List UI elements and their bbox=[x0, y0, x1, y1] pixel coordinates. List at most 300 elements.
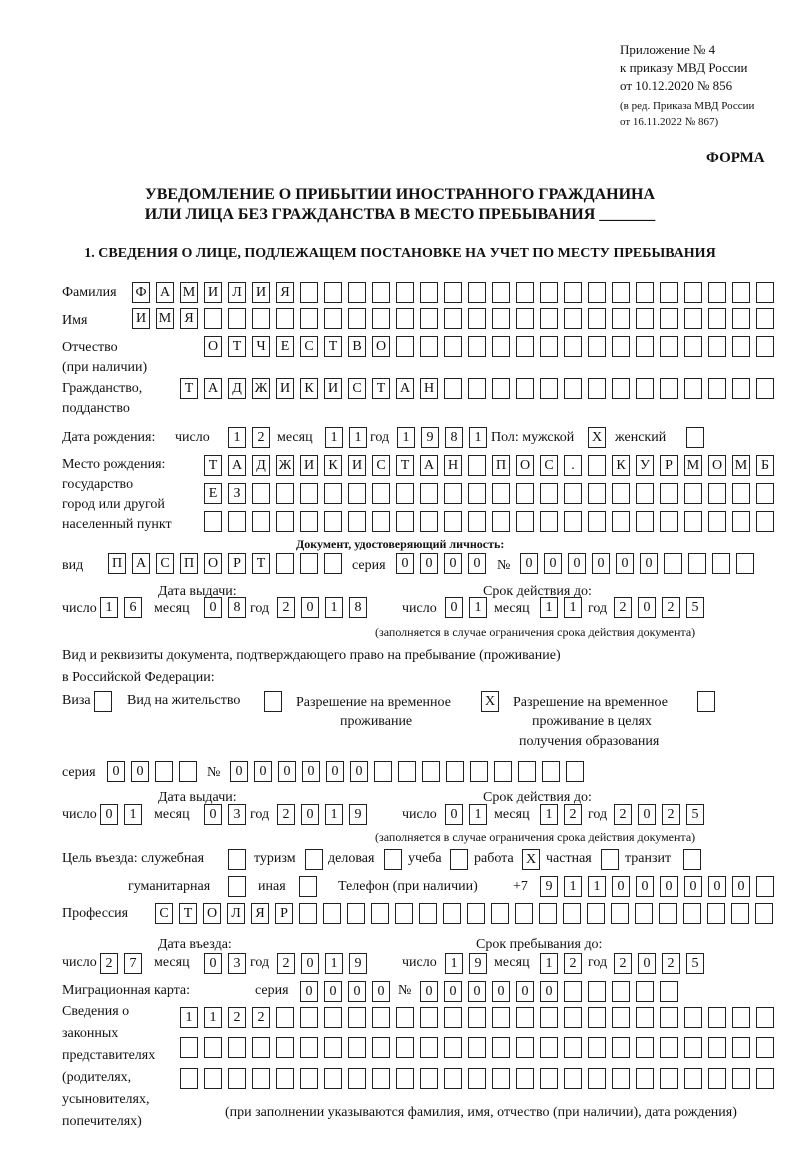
char-cell[interactable] bbox=[612, 336, 630, 357]
char-cell[interactable] bbox=[300, 308, 318, 329]
char-cell[interactable]: И bbox=[204, 282, 222, 303]
checkbox[interactable] bbox=[94, 691, 112, 712]
char-cell[interactable]: О bbox=[204, 553, 222, 574]
char-cell[interactable]: 2 bbox=[564, 804, 582, 825]
char-cell[interactable] bbox=[396, 1068, 414, 1089]
char-cell[interactable]: 0 bbox=[732, 876, 750, 897]
char-cell[interactable]: М bbox=[156, 308, 174, 329]
char-cell[interactable]: Л bbox=[227, 903, 245, 924]
char-cell[interactable] bbox=[468, 483, 486, 504]
char-cell[interactable]: А bbox=[132, 553, 150, 574]
char-cell[interactable]: 9 bbox=[349, 804, 367, 825]
char-cell[interactable] bbox=[299, 903, 317, 924]
char-cell[interactable] bbox=[468, 511, 486, 532]
char-cell[interactable] bbox=[518, 761, 536, 782]
char-cell[interactable]: 1 bbox=[469, 427, 487, 448]
char-cell[interactable]: 0 bbox=[708, 876, 726, 897]
char-cell[interactable]: П bbox=[492, 455, 510, 476]
char-cell[interactable] bbox=[588, 308, 606, 329]
char-cell[interactable] bbox=[684, 483, 702, 504]
char-cell[interactable] bbox=[540, 511, 558, 532]
char-cell[interactable]: 0 bbox=[468, 981, 486, 1002]
char-cell[interactable] bbox=[347, 903, 365, 924]
char-cell[interactable] bbox=[564, 1007, 582, 1028]
char-cell[interactable]: С bbox=[156, 553, 174, 574]
char-cell[interactable] bbox=[756, 1068, 774, 1089]
char-cell[interactable]: 0 bbox=[492, 981, 510, 1002]
char-cell[interactable]: 0 bbox=[684, 876, 702, 897]
char-cell[interactable] bbox=[566, 761, 584, 782]
char-cell[interactable] bbox=[708, 1007, 726, 1028]
char-cell[interactable] bbox=[708, 308, 726, 329]
char-cell[interactable] bbox=[756, 1037, 774, 1058]
char-cell[interactable] bbox=[468, 1068, 486, 1089]
checkbox[interactable] bbox=[384, 849, 402, 870]
char-cell[interactable]: 1 bbox=[180, 1007, 198, 1028]
char-cell[interactable] bbox=[540, 336, 558, 357]
char-cell[interactable]: 0 bbox=[420, 981, 438, 1002]
char-cell[interactable]: 9 bbox=[349, 953, 367, 974]
char-cell[interactable] bbox=[564, 1037, 582, 1058]
char-cell[interactable]: 0 bbox=[372, 981, 390, 1002]
char-cell[interactable]: 0 bbox=[638, 804, 656, 825]
char-cell[interactable] bbox=[636, 308, 654, 329]
char-cell[interactable] bbox=[300, 511, 318, 532]
checkbox[interactable] bbox=[305, 849, 323, 870]
char-cell[interactable] bbox=[491, 903, 509, 924]
char-cell[interactable]: 1 bbox=[204, 1007, 222, 1028]
char-cell[interactable] bbox=[612, 282, 630, 303]
char-cell[interactable]: Д bbox=[252, 455, 270, 476]
char-cell[interactable]: 1 bbox=[349, 427, 367, 448]
char-cell[interactable]: И bbox=[348, 455, 366, 476]
checkbox[interactable] bbox=[686, 427, 704, 448]
char-cell[interactable] bbox=[252, 483, 270, 504]
char-cell[interactable] bbox=[564, 336, 582, 357]
char-cell[interactable] bbox=[422, 761, 440, 782]
char-cell[interactable] bbox=[444, 1068, 462, 1089]
char-cell[interactable]: Т bbox=[204, 455, 222, 476]
char-cell[interactable] bbox=[732, 308, 750, 329]
char-cell[interactable]: Р bbox=[660, 455, 678, 476]
char-cell[interactable] bbox=[588, 1007, 606, 1028]
char-cell[interactable]: 1 bbox=[540, 804, 558, 825]
char-cell[interactable] bbox=[396, 483, 414, 504]
char-cell[interactable]: 2 bbox=[662, 597, 680, 618]
char-cell[interactable]: 0 bbox=[544, 553, 562, 574]
char-cell[interactable] bbox=[372, 483, 390, 504]
char-cell[interactable]: 0 bbox=[420, 553, 438, 574]
char-cell[interactable] bbox=[443, 903, 461, 924]
char-cell[interactable] bbox=[204, 1068, 222, 1089]
char-cell[interactable] bbox=[588, 1037, 606, 1058]
char-cell[interactable] bbox=[708, 483, 726, 504]
char-cell[interactable] bbox=[300, 1007, 318, 1028]
char-cell[interactable]: 8 bbox=[228, 597, 246, 618]
char-cell[interactable] bbox=[492, 1037, 510, 1058]
char-cell[interactable] bbox=[396, 1007, 414, 1028]
char-cell[interactable] bbox=[420, 1037, 438, 1058]
char-cell[interactable] bbox=[756, 378, 774, 399]
char-cell[interactable]: Д bbox=[228, 378, 246, 399]
char-cell[interactable]: 1 bbox=[325, 953, 343, 974]
char-cell[interactable]: В bbox=[348, 336, 366, 357]
char-cell[interactable] bbox=[660, 378, 678, 399]
char-cell[interactable] bbox=[660, 1037, 678, 1058]
checkbox[interactable] bbox=[697, 691, 715, 712]
char-cell[interactable]: 0 bbox=[592, 553, 610, 574]
char-cell[interactable]: 0 bbox=[636, 876, 654, 897]
char-cell[interactable]: 2 bbox=[277, 953, 295, 974]
char-cell[interactable]: 0 bbox=[100, 804, 118, 825]
char-cell[interactable]: 0 bbox=[204, 953, 222, 974]
char-cell[interactable] bbox=[276, 483, 294, 504]
char-cell[interactable]: Е bbox=[276, 336, 294, 357]
char-cell[interactable] bbox=[300, 282, 318, 303]
char-cell[interactable] bbox=[420, 1068, 438, 1089]
char-cell[interactable]: 0 bbox=[302, 761, 320, 782]
char-cell[interactable]: Я bbox=[276, 282, 294, 303]
char-cell[interactable] bbox=[540, 1007, 558, 1028]
char-cell[interactable] bbox=[396, 282, 414, 303]
char-cell[interactable]: 8 bbox=[349, 597, 367, 618]
char-cell[interactable] bbox=[374, 761, 392, 782]
char-cell[interactable] bbox=[564, 511, 582, 532]
char-cell[interactable] bbox=[588, 455, 606, 476]
char-cell[interactable] bbox=[252, 1037, 270, 1058]
char-cell[interactable] bbox=[736, 553, 754, 574]
char-cell[interactable]: 9 bbox=[469, 953, 487, 974]
char-cell[interactable] bbox=[372, 1068, 390, 1089]
char-cell[interactable] bbox=[588, 1068, 606, 1089]
char-cell[interactable] bbox=[468, 1037, 486, 1058]
char-cell[interactable] bbox=[564, 1068, 582, 1089]
char-cell[interactable] bbox=[755, 903, 773, 924]
char-cell[interactable] bbox=[372, 511, 390, 532]
char-cell[interactable]: 0 bbox=[612, 876, 630, 897]
char-cell[interactable]: К bbox=[300, 378, 318, 399]
char-cell[interactable] bbox=[660, 483, 678, 504]
char-cell[interactable] bbox=[348, 1037, 366, 1058]
char-cell[interactable] bbox=[684, 1068, 702, 1089]
char-cell[interactable] bbox=[348, 483, 366, 504]
char-cell[interactable] bbox=[660, 336, 678, 357]
char-cell[interactable]: 1 bbox=[325, 804, 343, 825]
char-cell[interactable] bbox=[539, 903, 557, 924]
char-cell[interactable]: 9 bbox=[421, 427, 439, 448]
char-cell[interactable] bbox=[587, 903, 605, 924]
char-cell[interactable] bbox=[468, 336, 486, 357]
char-cell[interactable]: 0 bbox=[660, 876, 678, 897]
char-cell[interactable]: 0 bbox=[516, 981, 534, 1002]
char-cell[interactable]: О bbox=[203, 903, 221, 924]
char-cell[interactable] bbox=[204, 1037, 222, 1058]
char-cell[interactable] bbox=[612, 1068, 630, 1089]
char-cell[interactable]: П bbox=[180, 553, 198, 574]
char-cell[interactable] bbox=[731, 903, 749, 924]
char-cell[interactable] bbox=[684, 1037, 702, 1058]
char-cell[interactable] bbox=[324, 1037, 342, 1058]
char-cell[interactable]: 1 bbox=[397, 427, 415, 448]
char-cell[interactable]: 1 bbox=[540, 597, 558, 618]
char-cell[interactable]: Л bbox=[228, 282, 246, 303]
char-cell[interactable] bbox=[516, 511, 534, 532]
char-cell[interactable]: 2 bbox=[277, 597, 295, 618]
char-cell[interactable]: Т bbox=[324, 336, 342, 357]
char-cell[interactable] bbox=[348, 511, 366, 532]
char-cell[interactable] bbox=[756, 876, 774, 897]
char-cell[interactable]: Е bbox=[204, 483, 222, 504]
char-cell[interactable] bbox=[492, 308, 510, 329]
char-cell[interactable] bbox=[660, 308, 678, 329]
char-cell[interactable] bbox=[636, 378, 654, 399]
char-cell[interactable] bbox=[660, 981, 678, 1002]
char-cell[interactable] bbox=[420, 1007, 438, 1028]
char-cell[interactable] bbox=[540, 483, 558, 504]
char-cell[interactable] bbox=[324, 282, 342, 303]
char-cell[interactable] bbox=[563, 903, 581, 924]
checkbox[interactable] bbox=[299, 876, 317, 897]
char-cell[interactable] bbox=[420, 511, 438, 532]
char-cell[interactable]: 3 bbox=[228, 804, 246, 825]
char-cell[interactable] bbox=[540, 308, 558, 329]
char-cell[interactable] bbox=[660, 1068, 678, 1089]
char-cell[interactable] bbox=[179, 761, 197, 782]
char-cell[interactable] bbox=[516, 1007, 534, 1028]
char-cell[interactable]: И bbox=[252, 282, 270, 303]
char-cell[interactable]: 1 bbox=[588, 876, 606, 897]
char-cell[interactable]: М bbox=[732, 455, 750, 476]
char-cell[interactable]: З bbox=[228, 483, 246, 504]
char-cell[interactable]: 2 bbox=[564, 953, 582, 974]
char-cell[interactable] bbox=[732, 1068, 750, 1089]
char-cell[interactable]: 0 bbox=[131, 761, 149, 782]
char-cell[interactable] bbox=[612, 483, 630, 504]
char-cell[interactable]: Т bbox=[252, 553, 270, 574]
char-cell[interactable] bbox=[588, 282, 606, 303]
char-cell[interactable] bbox=[444, 282, 462, 303]
char-cell[interactable] bbox=[468, 282, 486, 303]
char-cell[interactable]: С bbox=[348, 378, 366, 399]
char-cell[interactable] bbox=[712, 553, 730, 574]
char-cell[interactable] bbox=[540, 282, 558, 303]
char-cell[interactable]: Ч bbox=[252, 336, 270, 357]
checkbox[interactable] bbox=[264, 691, 282, 712]
char-cell[interactable]: Я bbox=[251, 903, 269, 924]
char-cell[interactable]: Р bbox=[228, 553, 246, 574]
char-cell[interactable] bbox=[732, 378, 750, 399]
char-cell[interactable]: Т bbox=[179, 903, 197, 924]
char-cell[interactable] bbox=[276, 1037, 294, 1058]
char-cell[interactable] bbox=[444, 336, 462, 357]
char-cell[interactable]: Т bbox=[396, 455, 414, 476]
char-cell[interactable]: 2 bbox=[228, 1007, 246, 1028]
char-cell[interactable] bbox=[228, 308, 246, 329]
char-cell[interactable] bbox=[756, 511, 774, 532]
char-cell[interactable]: А bbox=[156, 282, 174, 303]
char-cell[interactable] bbox=[588, 336, 606, 357]
char-cell[interactable]: С bbox=[300, 336, 318, 357]
char-cell[interactable]: 0 bbox=[301, 804, 319, 825]
char-cell[interactable]: А bbox=[228, 455, 246, 476]
char-cell[interactable] bbox=[180, 1037, 198, 1058]
char-cell[interactable] bbox=[612, 378, 630, 399]
char-cell[interactable] bbox=[708, 378, 726, 399]
char-cell[interactable] bbox=[684, 282, 702, 303]
char-cell[interactable]: 0 bbox=[540, 981, 558, 1002]
char-cell[interactable] bbox=[470, 761, 488, 782]
char-cell[interactable] bbox=[732, 1037, 750, 1058]
char-cell[interactable] bbox=[612, 511, 630, 532]
char-cell[interactable] bbox=[446, 761, 464, 782]
char-cell[interactable]: 0 bbox=[301, 953, 319, 974]
char-cell[interactable] bbox=[444, 1037, 462, 1058]
char-cell[interactable] bbox=[420, 336, 438, 357]
char-cell[interactable] bbox=[492, 483, 510, 504]
char-cell[interactable] bbox=[492, 1007, 510, 1028]
char-cell[interactable] bbox=[708, 336, 726, 357]
char-cell[interactable] bbox=[252, 308, 270, 329]
char-cell[interactable] bbox=[396, 308, 414, 329]
checkbox[interactable] bbox=[601, 849, 619, 870]
char-cell[interactable] bbox=[396, 511, 414, 532]
char-cell[interactable] bbox=[684, 1007, 702, 1028]
char-cell[interactable]: Т bbox=[228, 336, 246, 357]
char-cell[interactable]: Н bbox=[444, 455, 462, 476]
char-cell[interactable] bbox=[492, 282, 510, 303]
char-cell[interactable] bbox=[516, 1068, 534, 1089]
char-cell[interactable]: 0 bbox=[326, 761, 344, 782]
char-cell[interactable] bbox=[396, 1037, 414, 1058]
char-cell[interactable] bbox=[612, 308, 630, 329]
char-cell[interactable] bbox=[732, 1007, 750, 1028]
char-cell[interactable]: 0 bbox=[445, 804, 463, 825]
char-cell[interactable]: 0 bbox=[638, 953, 656, 974]
char-cell[interactable] bbox=[395, 903, 413, 924]
char-cell[interactable]: 2 bbox=[614, 597, 632, 618]
char-cell[interactable] bbox=[708, 1068, 726, 1089]
char-cell[interactable]: 2 bbox=[662, 953, 680, 974]
char-cell[interactable] bbox=[300, 553, 318, 574]
char-cell[interactable] bbox=[612, 1007, 630, 1028]
char-cell[interactable]: 1 bbox=[469, 597, 487, 618]
char-cell[interactable]: 1 bbox=[540, 953, 558, 974]
char-cell[interactable]: К bbox=[324, 455, 342, 476]
char-cell[interactable] bbox=[756, 336, 774, 357]
char-cell[interactable]: И bbox=[300, 455, 318, 476]
char-cell[interactable]: Я bbox=[180, 308, 198, 329]
char-cell[interactable] bbox=[372, 282, 390, 303]
char-cell[interactable] bbox=[494, 761, 512, 782]
char-cell[interactable] bbox=[444, 308, 462, 329]
char-cell[interactable]: 7 bbox=[124, 953, 142, 974]
char-cell[interactable] bbox=[612, 981, 630, 1002]
char-cell[interactable] bbox=[684, 308, 702, 329]
char-cell[interactable]: 0 bbox=[254, 761, 272, 782]
char-cell[interactable]: А bbox=[204, 378, 222, 399]
char-cell[interactable] bbox=[444, 483, 462, 504]
char-cell[interactable] bbox=[636, 282, 654, 303]
char-cell[interactable] bbox=[276, 308, 294, 329]
char-cell[interactable] bbox=[588, 511, 606, 532]
char-cell[interactable] bbox=[588, 378, 606, 399]
char-cell[interactable] bbox=[300, 483, 318, 504]
char-cell[interactable]: Ф bbox=[132, 282, 150, 303]
char-cell[interactable] bbox=[492, 378, 510, 399]
char-cell[interactable] bbox=[542, 761, 560, 782]
char-cell[interactable] bbox=[588, 483, 606, 504]
char-cell[interactable]: 5 bbox=[686, 597, 704, 618]
char-cell[interactable]: 2 bbox=[100, 953, 118, 974]
char-cell[interactable]: 2 bbox=[614, 804, 632, 825]
char-cell[interactable]: 0 bbox=[348, 981, 366, 1002]
char-cell[interactable] bbox=[684, 378, 702, 399]
char-cell[interactable]: 2 bbox=[252, 1007, 270, 1028]
char-cell[interactable] bbox=[420, 282, 438, 303]
char-cell[interactable]: 6 bbox=[124, 597, 142, 618]
char-cell[interactable] bbox=[420, 308, 438, 329]
char-cell[interactable] bbox=[612, 1037, 630, 1058]
checkbox[interactable] bbox=[228, 849, 246, 870]
char-cell[interactable] bbox=[324, 308, 342, 329]
char-cell[interactable]: И bbox=[276, 378, 294, 399]
char-cell[interactable] bbox=[300, 1037, 318, 1058]
char-cell[interactable] bbox=[204, 511, 222, 532]
char-cell[interactable] bbox=[468, 1007, 486, 1028]
char-cell[interactable]: И bbox=[324, 378, 342, 399]
char-cell[interactable] bbox=[540, 378, 558, 399]
char-cell[interactable] bbox=[756, 308, 774, 329]
char-cell[interactable]: 1 bbox=[469, 804, 487, 825]
char-cell[interactable]: 1 bbox=[564, 597, 582, 618]
char-cell[interactable] bbox=[688, 553, 706, 574]
char-cell[interactable] bbox=[467, 903, 485, 924]
char-cell[interactable] bbox=[660, 1007, 678, 1028]
char-cell[interactable] bbox=[564, 981, 582, 1002]
char-cell[interactable] bbox=[636, 483, 654, 504]
char-cell[interactable]: 0 bbox=[324, 981, 342, 1002]
char-cell[interactable] bbox=[468, 378, 486, 399]
char-cell[interactable]: 1 bbox=[100, 597, 118, 618]
char-cell[interactable] bbox=[492, 511, 510, 532]
char-cell[interactable]: . bbox=[564, 455, 582, 476]
char-cell[interactable] bbox=[732, 336, 750, 357]
checkbox[interactable] bbox=[450, 849, 468, 870]
char-cell[interactable] bbox=[398, 761, 416, 782]
char-cell[interactable] bbox=[228, 511, 246, 532]
char-cell[interactable] bbox=[276, 553, 294, 574]
char-cell[interactable]: Н bbox=[420, 378, 438, 399]
char-cell[interactable] bbox=[348, 1007, 366, 1028]
char-cell[interactable] bbox=[564, 308, 582, 329]
checkbox[interactable] bbox=[683, 849, 701, 870]
char-cell[interactable]: С bbox=[372, 455, 390, 476]
char-cell[interactable] bbox=[732, 483, 750, 504]
char-cell[interactable] bbox=[372, 1007, 390, 1028]
char-cell[interactable]: 0 bbox=[568, 553, 586, 574]
char-cell[interactable]: 2 bbox=[277, 804, 295, 825]
char-cell[interactable]: М bbox=[180, 282, 198, 303]
char-cell[interactable]: 2 bbox=[614, 953, 632, 974]
char-cell[interactable]: П bbox=[108, 553, 126, 574]
char-cell[interactable] bbox=[492, 1068, 510, 1089]
char-cell[interactable] bbox=[660, 282, 678, 303]
char-cell[interactable] bbox=[684, 336, 702, 357]
char-cell[interactable] bbox=[323, 903, 341, 924]
char-cell[interactable] bbox=[732, 511, 750, 532]
char-cell[interactable] bbox=[252, 511, 270, 532]
char-cell[interactable] bbox=[444, 511, 462, 532]
